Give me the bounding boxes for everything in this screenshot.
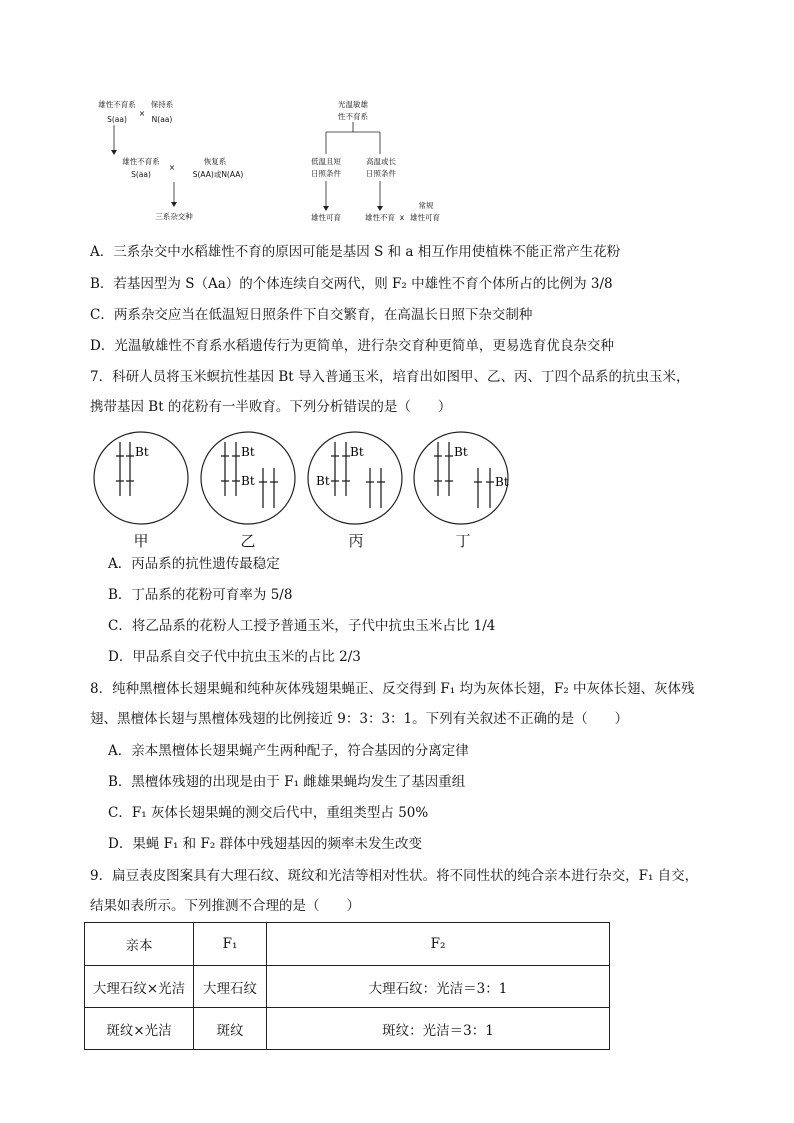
sterile-genotype-2: S(aa) <box>131 170 151 179</box>
q7-option-c: C．将乙品系的花粉人工授予普通玉米，子代中抗虫玉米占比 1/4 <box>108 618 496 634</box>
table-header-row <box>85 923 610 966</box>
q9-stem-line-1: 9．扁豆表皮图案具有大理石纹、斑纹和光洁等相对性状。将不同性状的纯合亲本进行杂交，F₁ 自交， <box>90 868 699 884</box>
sterile-line-label-2: 雄性不育系 <box>122 157 160 166</box>
q9-stem-line-2: 结果如表所示。下列推测不合理的是（ ） <box>90 898 360 914</box>
q6-option-c: C．两系杂交应当在低温短日照条件下自交繁育，在高温长日照下杂交制种 <box>90 307 533 323</box>
table-cell: 斑纹×光洁 <box>85 1008 194 1050</box>
circle-label-yi: 乙 <box>240 532 256 550</box>
cell-jia <box>94 432 188 524</box>
q8-stem-line-2: 翅、黑檀体长翅与黑檀体残翅的比例接近 9：3：3：1。下列有关叙述不正确的是（ ） <box>90 711 629 727</box>
circle-label-ding: 丁 <box>455 532 471 550</box>
bt-label: Bt <box>135 445 149 459</box>
cell-yi <box>201 432 295 524</box>
two-line-arrows <box>290 118 440 218</box>
high-temp-condition-1: 高温或长 <box>366 157 396 166</box>
cell-bing <box>308 432 402 524</box>
restorer-genotype: S(AA)或N(AA) <box>192 170 244 179</box>
bt-label: Bt <box>241 474 255 488</box>
circle-label-bing: 丙 <box>348 532 364 550</box>
sterile-result: 雄性不育 <box>365 213 395 222</box>
maintainer-line-label: 保持系 <box>150 100 174 109</box>
three-line-arrows <box>80 90 280 230</box>
q8-option-d: D．果蝇 F₁ 和 F₂ 群体中残翅基因的频率未发生改变 <box>108 836 423 852</box>
cross-symbol-3: x <box>399 213 405 222</box>
q7-stem-line-1: 7．科研人员将玉米螟抗性基因 Bt 导入普通玉米，培育出如图甲、乙、丙、丁四个品系的抗虫玉米， <box>90 369 690 385</box>
cell-ding <box>414 432 509 524</box>
cross-symbol-2: × <box>168 163 176 172</box>
results-table <box>84 922 610 1050</box>
q8-option-a: A．亲本黑檀体长翅果蝇产生两种配子，符合基因的分离定律 <box>108 743 469 759</box>
circle-label-jia: 甲 <box>133 532 149 550</box>
table-cell: 大理石纹：光洁＝3：1 <box>267 966 610 1008</box>
q6-option-b: B．若基因型为 S（Aa）的个体连续自交两代，则 F₂ 中雄性不育个体所占的比例为 3/8 <box>90 276 613 292</box>
table-row <box>85 966 610 1008</box>
q8-stem-line-1: 8．纯种黑檀体长翅果蝇和纯种灰体残翅果蝇正、反交得到 F₁ 均为灰体长翅，F₂ 中灰体长翅、灰体残 <box>90 681 695 697</box>
table-row <box>85 1008 610 1050</box>
ptgms-label-1: 光温敏雄 <box>338 100 368 109</box>
q6-option-a: A．三系杂交中水稻雄性不育的原因可能是基因 S 和 a 相互作用使植株不能正常产生花粉 <box>90 244 621 260</box>
maintainer-genotype: N(aa) <box>151 115 173 124</box>
bt-label: Bt <box>495 475 509 489</box>
table-cell: 大理石纹×光洁 <box>85 966 194 1008</box>
table-header-cell: 亲本 <box>85 923 194 966</box>
bt-label: Bt <box>241 445 255 459</box>
bt-label: Bt <box>316 474 330 488</box>
q7-option-a: A．丙品系的抗性遗传最稳定 <box>108 556 280 572</box>
ptgms-label-2: 性不育系 <box>338 112 368 121</box>
table-cell: 大理石纹 <box>194 966 267 1008</box>
bt-label: Bt <box>350 445 364 459</box>
fertile-result-2: 雄性可育 <box>410 213 440 222</box>
table-cell: 斑纹 <box>194 1008 267 1050</box>
bt-label: Bt <box>454 445 468 459</box>
q7-stem-line-2: 携带基因 Bt 的花粉有一半败育。下列分析错误的是（ ） <box>90 399 452 415</box>
restorer-line-label: 恢复系 <box>203 157 227 166</box>
low-temp-condition-2: 日照条件 <box>311 169 341 178</box>
fertile-result: 雄性可育 <box>311 213 341 222</box>
table-header-cell: F₁ <box>194 923 267 966</box>
conventional-label: 常规 <box>418 201 434 210</box>
q6-option-d: D．光温敏雄性不育系水稻遗传行为更简单，进行杂交育种更简单，更易选育优良杂交种 <box>90 338 614 354</box>
low-temp-condition-1: 低温且短 <box>311 157 341 166</box>
sterile-genotype: S(aa) <box>107 115 127 124</box>
hybrid-label: 三系杂交种 <box>155 212 193 221</box>
q7-option-b: B．丁品系的花粉可育率为 5/8 <box>108 587 293 603</box>
sterile-line-label: 雄性不育系 <box>98 100 136 109</box>
chromosome-figure <box>88 428 528 534</box>
q7-option-d: D．甲品系自交子代中抗虫玉米的占比 2/3 <box>108 649 361 665</box>
q8-option-b: B．黑檀体残翅的出现是由于 F₁ 雌雄果蝇均发生了基因重组 <box>108 774 466 790</box>
cross-symbol: × <box>138 109 146 118</box>
table-cell: 斑纹：光洁＝3：1 <box>267 1008 610 1050</box>
table-header-cell: F₂ <box>267 923 610 966</box>
q8-option-c: C．F₁ 灰体长翅果蝇的测交后代中，重组类型占 50% <box>108 805 429 821</box>
high-temp-condition-2: 日照条件 <box>366 169 396 178</box>
